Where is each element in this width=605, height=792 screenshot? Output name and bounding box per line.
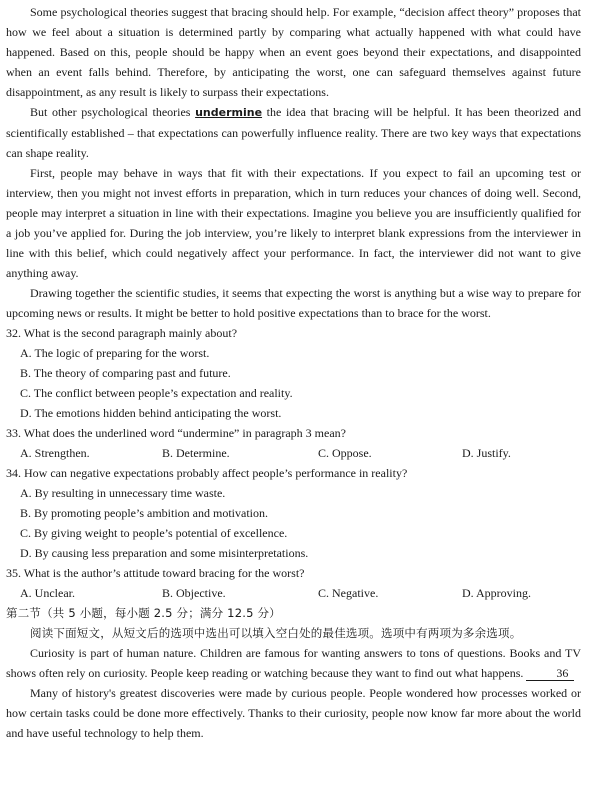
option-a: A. By resulting in unnecessary time waste.	[20, 486, 226, 500]
option-d: D. Justify.	[462, 446, 511, 460]
option-c: C. By giving weight to people’s potential of excellence.	[20, 526, 288, 540]
question-34	[6, 463, 581, 563]
passage-paragraph-4: Drawing together the scientific studies, it seems that expecting the worst is anything but a wise way to prepare for upcoming news or results. It might be better to hold positive expectations than to brace for the worst.	[6, 286, 581, 320]
underlined-word: undermine	[195, 106, 263, 119]
question-32	[6, 323, 581, 423]
option-b: B. By promoting people’s ambition and motivation.	[20, 506, 268, 520]
option-d: D. The emotions hidden behind anticipating the worst.	[20, 406, 282, 420]
passage-paragraph-3: First, people may behave in ways that fit with their expectations. If you expect to fail an upcoming test or interview, then you might not invest efforts in preparation, which in turn reduces your chances of doing well. Second, people may interpret a situation in line with their expectations. Imagine you believe you are insufficiently qualified for a job you’ve applied for. During the job interview, you’re likely to interpret blank expressions from the interviewer in line with this belief, which could negatively affect your performance. In fact, the interviewer did not want to give anything away.	[6, 166, 581, 280]
option-a: A. The logic of preparing for the worst.	[20, 346, 210, 360]
question-stem: 32. What is the second paragraph mainly about?	[6, 326, 238, 340]
section-2-p1-text: Curiosity is part of human nature. Children are famous for wanting answers to tons of questions. Books and TV shows often rely on curiosity. People keep reading or watching because they want to find out what happens.	[6, 646, 581, 680]
option-c: C. The conflict between people’s expectation and reality.	[20, 386, 293, 400]
option-b: B. The theory of comparing past and future.	[20, 366, 231, 380]
option-a: A. Unclear.	[20, 586, 75, 600]
option-d: D. Approving.	[462, 586, 531, 600]
section-2-header: 第二节（共 5 小题，每小题 2.5 分；满分 12.5 分）	[6, 606, 281, 620]
question-stem: 34. How can negative expectations probably affect people’s performance in reality?	[6, 466, 408, 480]
section-2-paragraph-1	[6, 643, 581, 683]
option-c: C. Negative.	[318, 586, 379, 600]
passage-paragraph-1: Some psychological theories suggest that bracing should help. For example, “decision affect theory” proposes that how we feel about a situation is determined partly by comparing what actually happened with what could have happened. Based on this, people should be happy when an event goes beyond their expectations, and disappointed when an event falls behind. Therefore, by anticipating the worst, one can safeguard themselves against future disappointment, as any result is likely to surpass their expectations.	[6, 5, 581, 99]
question-stem: 33. What does the underlined word “undermine” in paragraph 3 mean?	[6, 426, 346, 440]
question-35	[6, 563, 581, 603]
blank-36: 36	[526, 666, 574, 681]
option-a: A. Strengthen.	[20, 446, 90, 460]
option-b: B. Objective.	[162, 586, 226, 600]
section-2-instruction: 阅读下面短文，从短文后的选项中选出可以填入空白处的最佳选项。选项中有两项为多余选项。	[30, 626, 522, 640]
p2-text-before: But other psychological theories	[30, 105, 196, 119]
passage-paragraph-2	[6, 102, 581, 163]
option-b: B. Determine.	[162, 446, 230, 460]
question-stem: 35. What is the author’s attitude toward bracing for the worst?	[6, 566, 305, 580]
option-c: C. Oppose.	[318, 446, 372, 460]
section-2-paragraph-2: Many of history's greatest discoveries were made by curious people. People wondered how processes worked or how certain tasks could be done more effectively. Thanks to their curiosity, people now know far more about the world and have useful technology to help them.	[6, 686, 581, 740]
p2-text-after: the idea that bracing will be helpful. It has been theorized and scientifically established – that expectations can powerfully influence reality. There are two key ways that expectations can shape reality.	[6, 105, 581, 160]
option-d: D. By causing less preparation and some misinterpretations.	[20, 546, 309, 560]
question-33	[6, 423, 581, 463]
